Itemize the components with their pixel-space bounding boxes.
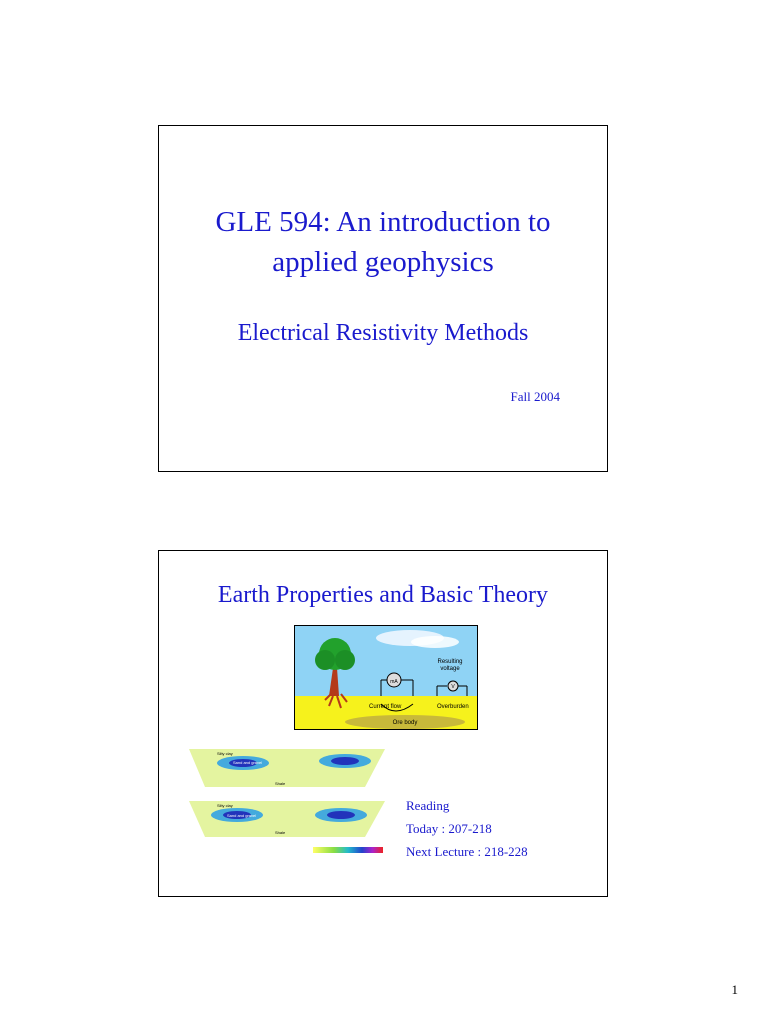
slide-1 [158,125,608,472]
resistivity-diagram [294,625,478,730]
colour-scale [313,847,383,853]
resistivity-diagram-svg [295,626,477,729]
resistivity-sections-svg [175,739,393,863]
ore-body-label: Ore body [392,720,418,726]
slide-title [159,202,607,282]
section-2-silty-clay-label: Silty clay [217,803,233,808]
overburden-label: Overburden [437,704,469,710]
reading-box [406,794,528,863]
title-line-1: GLE 594: An introduction to [215,206,551,238]
current-meter-label: mA [390,679,398,685]
section-1-sand-gravel-label: Sand and gravel [233,760,263,765]
term-label: Fall 2004 [510,389,560,404]
current-flow-label: Current flow [369,704,402,710]
slide-2 [158,550,608,897]
reading-next: Next Lecture : 218-228 [406,844,528,859]
resulting-voltage-label-1: Resulting [437,659,463,665]
resistivity-sections [175,739,393,863]
title-line-2: applied geophysics [272,246,494,278]
reading-today: Today : 207-218 [406,821,492,836]
section-2-shale-label: Shale [275,830,286,835]
page-number: 1 [731,982,738,997]
resulting-voltage-label-2: voltage [440,666,460,672]
slide-subtitle: Electrical Resistivity Methods [237,320,529,346]
section-1-shale-label: Shale [275,781,286,786]
volt-meter-label: V [451,684,455,690]
section-2-sand-gravel-label: Sand and gravel [227,813,257,818]
reading-heading: Reading [406,798,450,813]
section-1-silty-clay-label: Silty clay [217,751,233,756]
slide-title: Earth Properties and Basic Theory [217,582,549,608]
